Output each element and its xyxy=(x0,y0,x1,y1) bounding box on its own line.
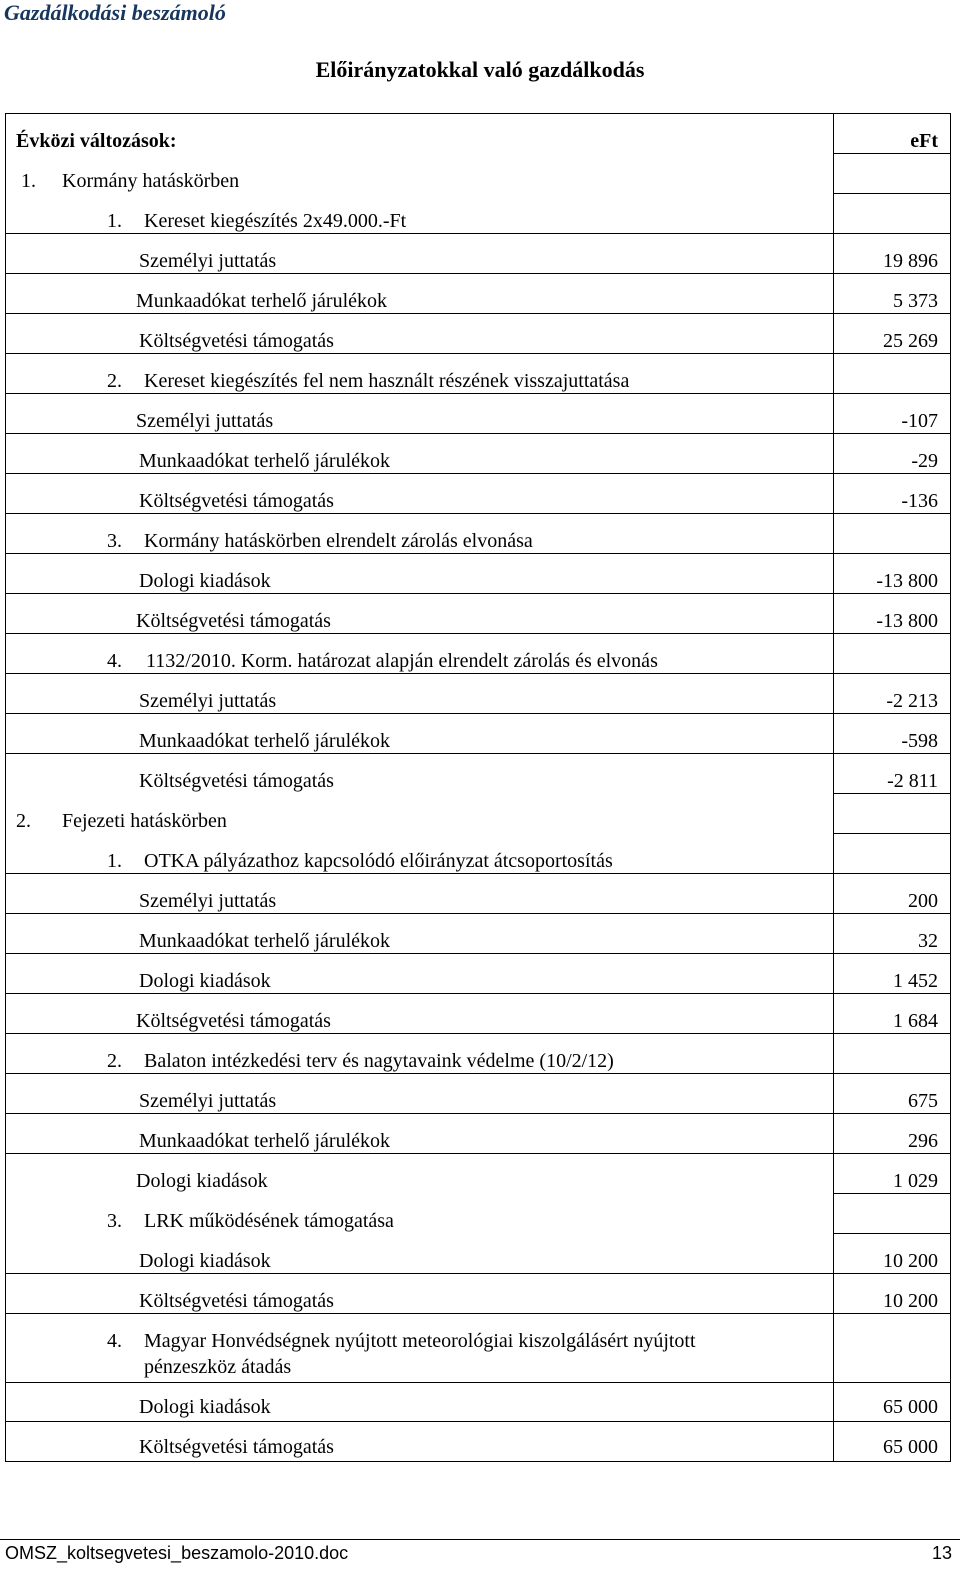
row-amount: -2 213 xyxy=(886,690,938,712)
row-amount: -29 xyxy=(911,450,938,472)
row-divider xyxy=(6,353,950,354)
document-title: Előirányzatokkal való gazdálkodás xyxy=(315,57,645,82)
row-amount: 1 452 xyxy=(893,970,938,992)
row-amount: 25 269 xyxy=(883,330,938,352)
row-divider xyxy=(6,873,950,874)
row-amount: -107 xyxy=(901,410,938,432)
table-heading: Évközi változások: xyxy=(16,130,177,152)
row-label: Költségvetési támogatás xyxy=(136,1010,331,1032)
row-divider xyxy=(6,593,950,594)
group-label: Kereset kiegészítés 2x49.000.-Ft xyxy=(144,210,407,232)
row-divider xyxy=(6,1382,950,1383)
row-label: Költségvetési támogatás xyxy=(139,1290,334,1312)
row-divider xyxy=(6,953,950,954)
row-amount: 200 xyxy=(908,890,938,912)
row-divider xyxy=(6,313,950,314)
row-amount: 5 373 xyxy=(893,290,938,312)
row-divider xyxy=(6,1073,950,1074)
group-label: Magyar Honvédségnek nyújtott meteorológiai kiszolgálásért nyújtott xyxy=(144,1330,696,1352)
row-divider xyxy=(833,193,950,194)
row-label: Költségvetési támogatás xyxy=(136,610,331,632)
row-amount: 675 xyxy=(908,1090,938,1112)
row-divider xyxy=(833,1233,950,1234)
row-amount: 65 000 xyxy=(883,1396,938,1418)
group-label: Kormány hatáskörben elrendelt zárolás elvonása xyxy=(144,530,533,552)
group-number: 2. xyxy=(107,1050,122,1072)
column-divider xyxy=(833,114,834,1461)
group-number: 2. xyxy=(107,370,122,392)
row-divider xyxy=(6,513,950,514)
row-label: Munkaadókat terhelő járulékok xyxy=(139,930,391,952)
row-label: Dologi kiadások xyxy=(139,970,271,992)
group-number: 1. xyxy=(107,210,122,232)
row-divider xyxy=(6,1421,950,1422)
row-label: Költségvetési támogatás xyxy=(139,1436,334,1458)
row-divider xyxy=(6,1113,950,1114)
row-label: Költségvetési támogatás xyxy=(139,330,334,352)
row-label: Munkaadókat terhelő járulékok xyxy=(139,1130,391,1152)
group-number: 3. xyxy=(107,1210,122,1232)
row-amount: -2 811 xyxy=(887,770,938,792)
footer-divider xyxy=(0,1539,960,1540)
row-label: Személyi juttatás xyxy=(139,1090,277,1112)
row-amount: 19 896 xyxy=(883,250,938,272)
row-amount: -13 800 xyxy=(876,610,938,632)
row-divider xyxy=(833,1193,950,1194)
row-label: Dologi kiadások xyxy=(139,1396,271,1418)
row-divider xyxy=(833,833,950,834)
row-amount: 65 000 xyxy=(883,1436,938,1458)
row-label: Dologi kiadások xyxy=(139,1250,271,1272)
row-divider xyxy=(6,1153,950,1154)
row-divider xyxy=(6,673,950,674)
footer-filename: OMSZ_koltsegvetesi_beszamolo-2010.doc xyxy=(5,1543,349,1563)
group-label: Balaton intézkedési terv és nagytavaink védelme (10/2/12) xyxy=(144,1050,614,1072)
row-amount: 10 200 xyxy=(883,1250,938,1272)
row-divider xyxy=(6,553,950,554)
row-amount: 296 xyxy=(908,1130,938,1152)
row-amount: 32 xyxy=(918,930,938,952)
row-divider xyxy=(6,913,950,914)
group-label-continuation: pénzeszköz átadás xyxy=(144,1356,292,1378)
row-label: Személyi juttatás xyxy=(139,250,277,272)
group-label: OTKA pályázathoz kapcsolódó előirányzat átcsoportosítás xyxy=(144,850,613,872)
row-label: Munkaadókat terhelő járulékok xyxy=(139,730,391,752)
row-label: Költségvetési támogatás xyxy=(139,770,334,792)
row-amount: 1 684 xyxy=(893,1010,938,1032)
group-number: 3. xyxy=(107,530,122,552)
row-label: Dologi kiadások xyxy=(136,1170,268,1192)
section-label: Kormány hatáskörben xyxy=(62,170,240,192)
budget-changes-table xyxy=(5,113,951,1462)
row-divider xyxy=(6,713,950,714)
row-divider xyxy=(833,153,950,154)
row-divider xyxy=(6,473,950,474)
row-divider xyxy=(6,393,950,394)
row-divider xyxy=(6,233,950,234)
row-label: Személyi juttatás xyxy=(139,890,277,912)
row-amount: 1 029 xyxy=(893,1170,938,1192)
group-label: LRK működésének támogatása xyxy=(144,1210,394,1232)
row-divider xyxy=(6,273,950,274)
section-label: Fejezeti hatáskörben xyxy=(62,810,227,832)
row-label: Személyi juttatás xyxy=(136,410,274,432)
row-label: Személyi juttatás xyxy=(139,690,277,712)
section-number: 2. xyxy=(16,810,31,832)
row-label: Költségvetési támogatás xyxy=(139,490,334,512)
row-divider xyxy=(6,1313,950,1314)
group-label: Kereset kiegészítés fel nem használt részének visszajuttatása xyxy=(144,370,630,392)
row-divider xyxy=(6,433,950,434)
row-amount: 10 200 xyxy=(883,1290,938,1312)
row-divider xyxy=(6,633,950,634)
row-amount: -13 800 xyxy=(876,570,938,592)
unit-label: eFt xyxy=(910,130,938,152)
row-amount: -136 xyxy=(901,490,938,512)
section-number: 1. xyxy=(21,170,36,192)
row-divider xyxy=(6,1033,950,1034)
row-amount: -598 xyxy=(901,730,938,752)
row-label: Dologi kiadások xyxy=(139,570,271,592)
row-divider xyxy=(6,753,950,754)
group-number: 1. xyxy=(107,850,122,872)
row-label: Munkaadókat terhelő járulékok xyxy=(136,290,388,312)
row-divider xyxy=(6,1273,950,1274)
row-divider xyxy=(833,793,950,794)
row-label: Munkaadókat terhelő járulékok xyxy=(139,450,391,472)
group-number: 4. xyxy=(107,650,122,672)
document-header-title: Gazdálkodási beszámoló xyxy=(4,0,226,25)
group-number: 4. xyxy=(107,1330,122,1352)
row-divider xyxy=(6,993,950,994)
page-number: 13 xyxy=(931,1543,952,1563)
group-label: 1132/2010. Korm. határozat alapján elrendelt zárolás és elvonás xyxy=(146,650,658,672)
